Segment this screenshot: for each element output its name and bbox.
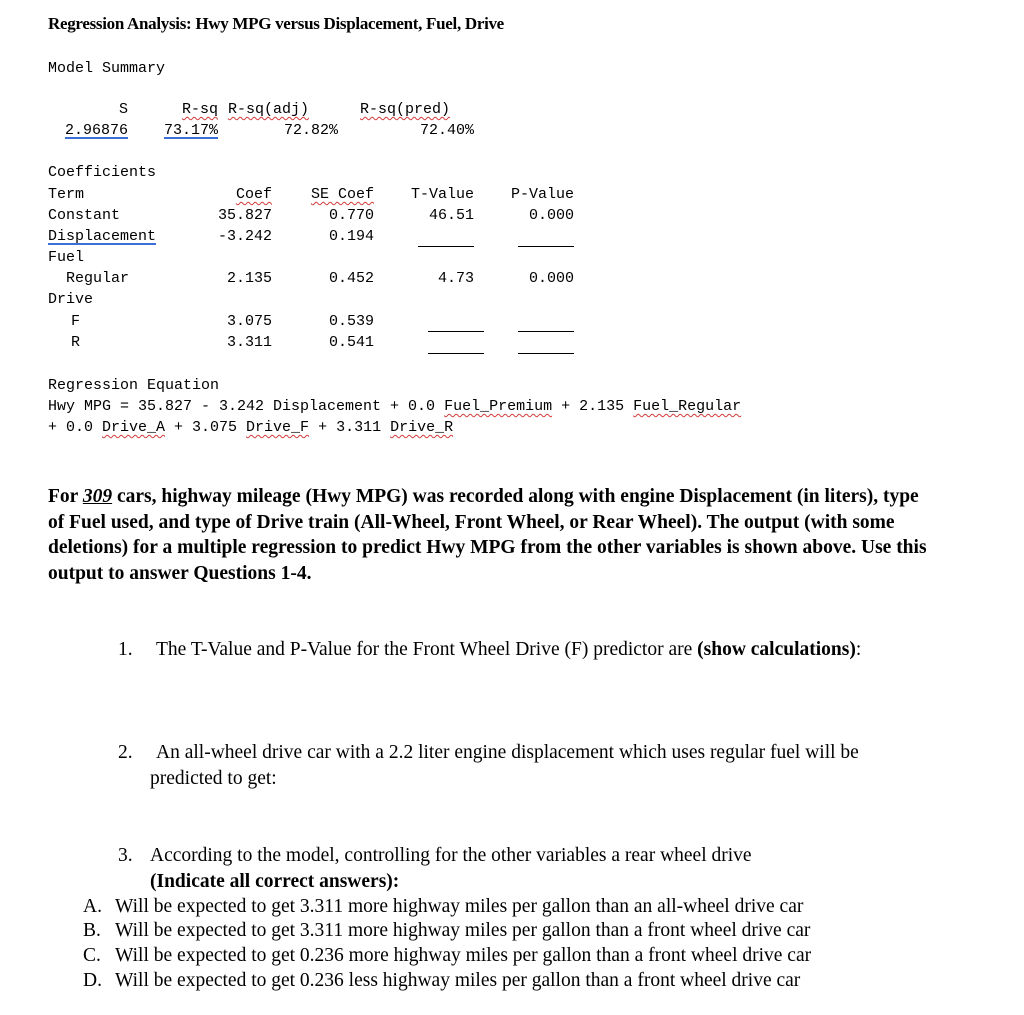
t-constant: 46.51	[428, 207, 474, 224]
p-regular: 0.000	[528, 270, 574, 287]
option-c: C. Will be expected to get 0.236 more highway miles per gallon than a front wheel drive car	[83, 945, 812, 966]
coef-f: 3.075	[226, 313, 272, 330]
question-2-text: An all-wheel drive car with a 2.2 liter engine displacement which uses regular fuel will be predicted to get:	[150, 742, 859, 789]
se-r: 0.541	[328, 334, 374, 351]
coef-header-t-value: T-Value	[410, 186, 474, 203]
question-3-number: 3.	[118, 845, 133, 866]
question-1-text: The T-Value and P-Value for the Front Wheel Drive (F) predictor are (show calculations):	[156, 639, 862, 660]
coef-displacement: -3.242	[217, 228, 272, 245]
coef-header-term: Term	[48, 186, 85, 203]
coef-regular: 2.135	[226, 270, 272, 287]
question-2-number: 2.	[118, 742, 133, 763]
question-1-number: 1.	[118, 639, 133, 660]
term-displacement: Displacement	[48, 228, 157, 245]
summary-header-rsq-pred: R-sq(pred)	[360, 101, 451, 118]
option-d: D. Will be expected to get 0.236 less highway miles per gallon than a front wheel drive car	[83, 970, 801, 991]
coef-r: 3.311	[226, 334, 272, 351]
blank-t-r	[428, 353, 484, 354]
option-a: A. Will be expected to get 3.311 more highway miles per gallon than an all-wheel drive car	[83, 896, 804, 917]
blank-p-r	[518, 353, 574, 354]
se-constant: 0.770	[328, 207, 374, 224]
coef-constant: 35.827	[217, 207, 272, 224]
coef-header-p-value: P-Value	[510, 186, 574, 203]
summary-value-s: 2.96876	[64, 122, 128, 139]
page-title: Regression Analysis: Hwy MPG versus Displacement, Fuel, Drive	[48, 14, 504, 33]
summary-header-s: S	[118, 101, 128, 118]
intro-paragraph: For 309 cars, highway mileage (Hwy MPG) was recorded along with engine Displacement (in liters), type of Fuel used, and type of Drive train (All-Wheel, Front Wheel, or Rear Wheel). The output (with some deletions) for a multiple regression to predict Hwy MPG from the other variables is shown above. Use this output to answer Questions 1-4.	[48, 486, 927, 584]
model-summary-heading: Model Summary	[48, 60, 166, 77]
equation-heading: Regression Equation	[48, 377, 220, 394]
summary-value-rsq-adj: 72.82%	[283, 122, 338, 139]
question-3-text: According to the model, controlling for the other variables a rear wheel drive (Indicate all correct answers):	[150, 845, 752, 892]
summary-value-rsq-pred: 72.40%	[419, 122, 474, 139]
summary-header-rsq: R-sq	[181, 101, 218, 118]
summary-header-rsq-adj: R-sq(adj)	[228, 101, 310, 118]
sample-size: 309	[82, 486, 113, 507]
term-f: F	[71, 313, 81, 330]
se-f: 0.539	[328, 313, 374, 330]
blank-t-f	[428, 331, 484, 332]
p-constant: 0.000	[528, 207, 574, 224]
term-constant: Constant	[48, 207, 121, 224]
se-regular: 0.452	[328, 270, 374, 287]
option-b: B. Will be expected to get 3.311 more highway miles per gallon than a front wheel drive car	[83, 920, 811, 941]
term-regular: Regular	[66, 270, 130, 287]
equation-line-2: + 0.0 Drive_A + 3.075 Drive_F + 3.311 Drive_R	[48, 419, 454, 436]
blank-p-displacement	[518, 246, 574, 247]
summary-value-rsq: 73.17%	[163, 122, 218, 139]
equation-line-1: Hwy MPG = 35.827 - 3.242 Displacement + 0.0 Fuel_Premium + 2.135 Fuel_Regular	[48, 398, 742, 415]
t-regular: 4.73	[437, 270, 474, 287]
coefficients-heading: Coefficients	[48, 164, 157, 181]
term-r: R	[71, 334, 81, 351]
blank-t-displacement	[418, 246, 474, 247]
se-displacement: 0.194	[328, 228, 374, 245]
coef-header-coef: Coef	[235, 186, 272, 203]
term-drive: Drive	[48, 291, 94, 308]
coef-header-se-coef: SE Coef	[310, 186, 374, 203]
blank-p-f	[518, 331, 574, 332]
term-fuel: Fuel	[48, 249, 85, 266]
